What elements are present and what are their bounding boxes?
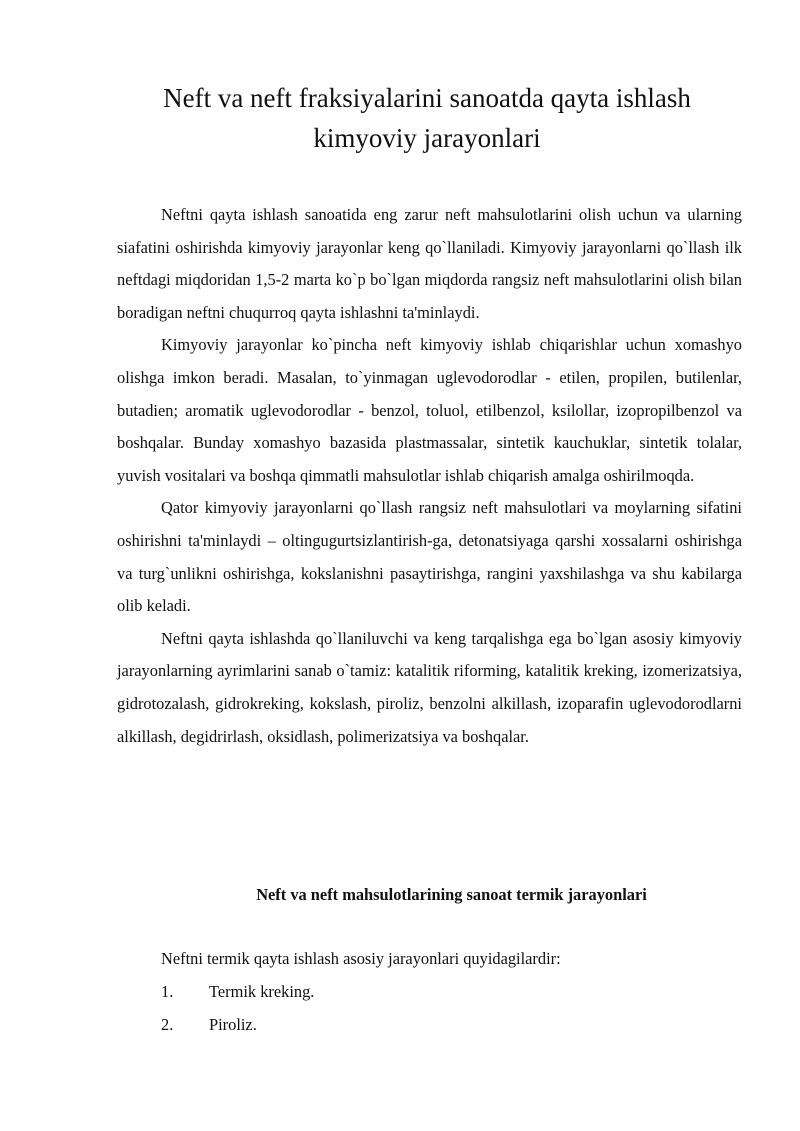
paragraph-3: Qator kimyoviy jarayonlarni qo`llash rangsiz neft mahsulotlari va moylarning sifatini oshirishni ta'minlaydi – oltingugurtsizlantirish-ga, detonatsiyaga qarshi xossalarni oshirishga va turg`unlikni oshirishga, kokslanishni pasaytirishga, rangini yaxshilashga va shu kabilarga olib keladi. [117,498,742,616]
paragraph-2: Kimyoviy jarayonlar ko`pincha neft kimyoviy ishlab chiqarishlar uchun xomashyo olishga imkon beradi. Masalan, to`yinmagan uglevodorodlar - etilen, propilen, butilenlar, butadien; aromatik uglevodorodlar - benzol, toluol, etilbenzol, ksilollar, izopropilbenzol va boshqalar. Bunday xomashyo bazasida plastmassalar, sintetik kauchuklar, sintetik tolalar, yuvish vositalari va boshqa qimmatli mahsulotlar ishlab chiqarish amalga oshirilmoqda. [117,335,742,485]
list-item-number: 1. [161,982,174,1001]
document-title: Neft va neft fraksiyalarini sanoatda qayta ishlash kimyoviy jarayonlari [163,83,691,153]
section-heading: Neft va neft mahsulotlarining sanoat termik jarayonlari [256,885,647,904]
list-item-text: Piroliz. [209,1015,257,1034]
list-item [161,975,741,1008]
list-intro: Neftni termik qayta ishlash asosiy jarayonlari quyidagilardir: [161,949,561,968]
list-item-number: 2. [161,1015,174,1034]
paragraph-4: Neftni qayta ishlashda qo`llaniluvchi va keng tarqalishga ega bo`lgan asosiy kimyoviy jarayonlarning ayrimlarini sanab o`tamiz: katalitik riforming, katalitik kreking, izomerizatsiya, gidrotozalash, gidrokreking, kokslash, piroliz, benzolni alkillash, izoparafin uglevodorodlarni alkillash, degidrirlash, oksidlash, polimerizatsiya va boshqalar. [117,628,742,746]
paragraph-1: Neftni qayta ishlash sanoatida eng zarur neft mahsulotlarini olish uchun va ularning siafatini oshirishda kimyoviy jarayonlar keng qo`llaniladi. Kimyoviy jarayonlarni qo`llash ilk neftdagi miqdoridan 1,5-2 marta ko`p bo`lgan miqdorda rangsiz neft mahsulotlarini olish bilan boradigan neftni chuqurroq qayta ishlashni ta'minlaydi. [117,205,742,322]
document-body [117,199,742,753]
list-item-text: Termik kreking. [209,982,315,1001]
list-item [161,1008,741,1041]
process-list [161,975,741,1041]
